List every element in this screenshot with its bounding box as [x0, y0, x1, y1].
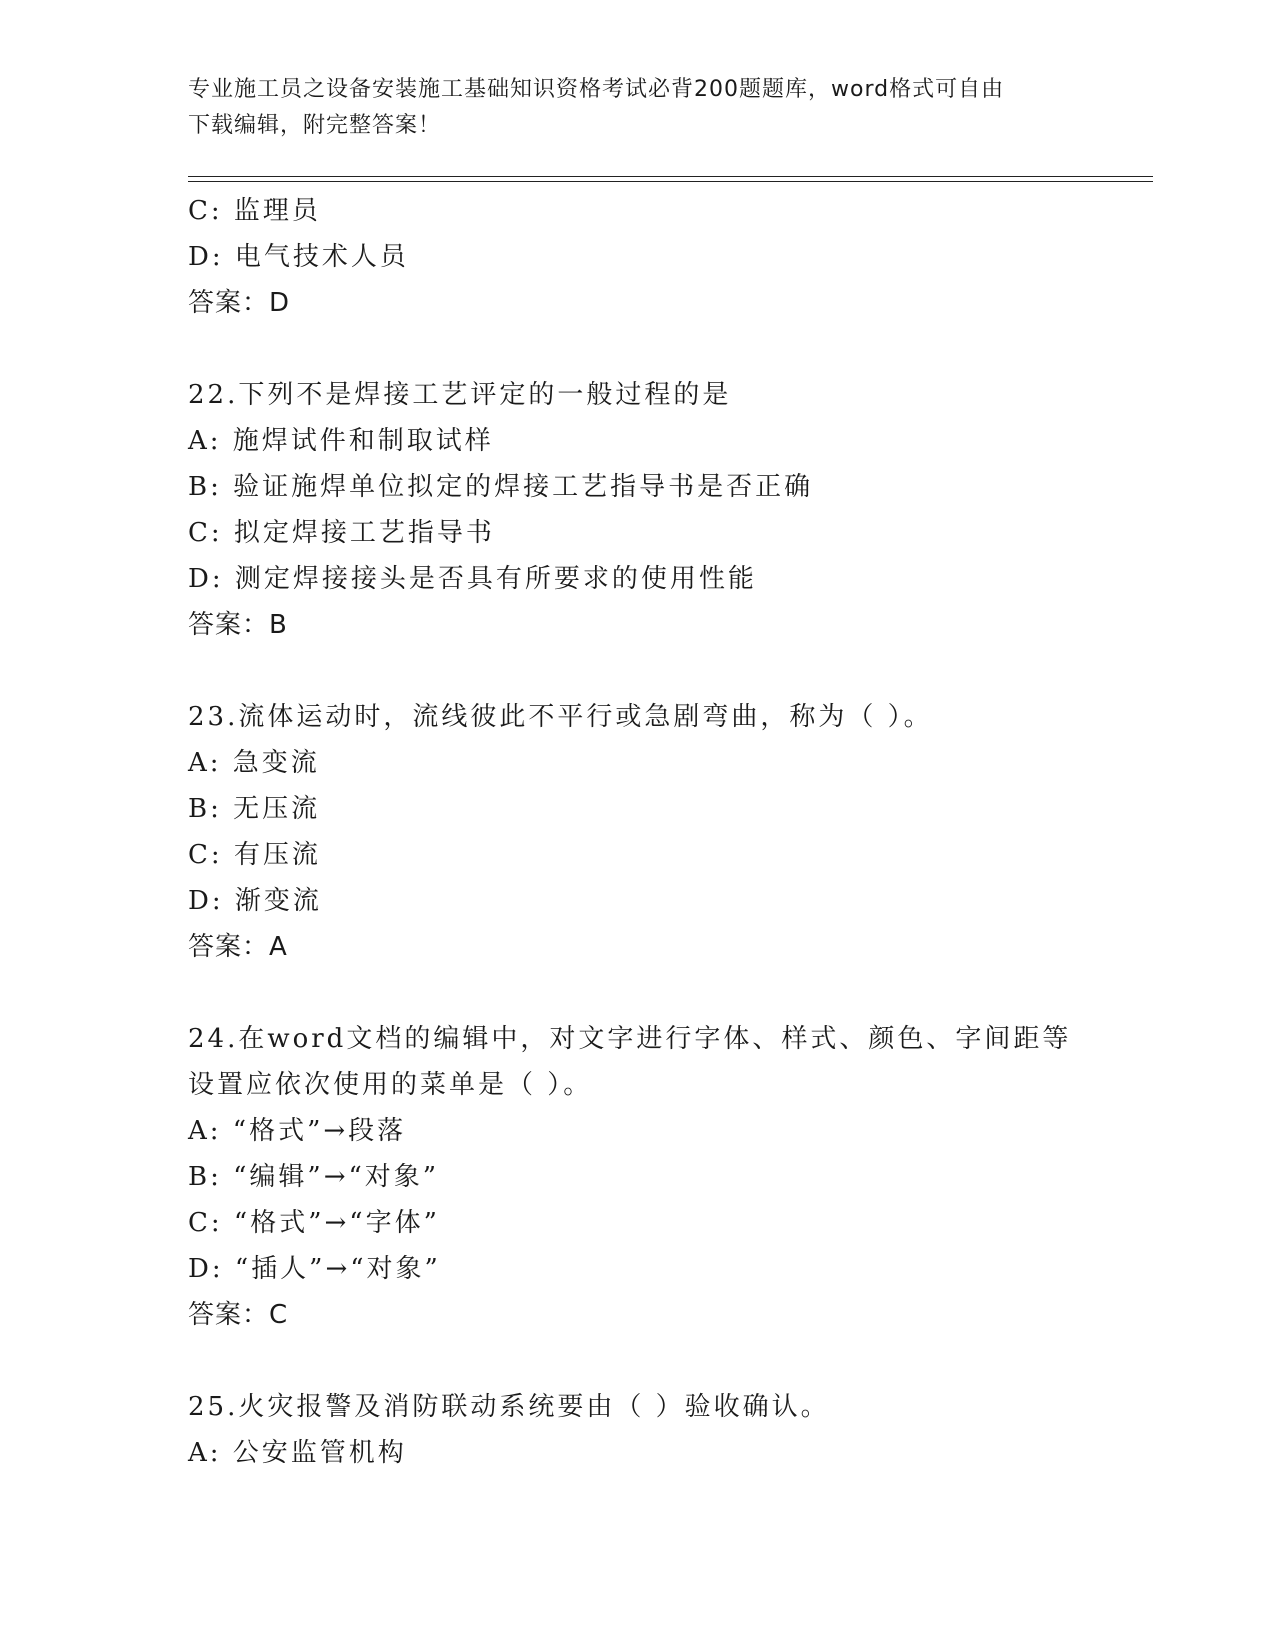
spacer	[188, 326, 1088, 372]
header-line-2: 下载编辑，附完整答案！	[188, 113, 442, 138]
option-b: B: “编辑”→“对象”	[188, 1162, 440, 1192]
question-block-22	[188, 372, 1088, 648]
answer-text: 答案：D	[188, 288, 291, 318]
option-c: C: 有压流	[188, 840, 321, 870]
header-divider-bottom	[188, 181, 1153, 182]
answer-text: 答案：B	[188, 610, 288, 640]
question-block-24	[188, 1016, 1088, 1338]
answer-text: 答案：A	[188, 932, 288, 962]
option-a: A: 急变流	[188, 748, 320, 778]
option-a: A: 施焊试件和制取试样	[188, 426, 494, 456]
header-line-1: 专业施工员之设备安装施工基础知识资格考试必背200题题库，word格式可自由	[188, 77, 1005, 102]
option-d: D: “插人”→“对象”	[188, 1254, 441, 1284]
question-text: 25.火灾报警及消防联动系统要由（ ）验收确认。	[188, 1392, 830, 1422]
option-c: C: 监理员	[188, 196, 321, 226]
question-text-line-1: 24.在word文档的编辑中，对文字进行字体、样式、颜色、字间距等	[188, 1024, 1072, 1054]
option-d: D: 渐变流	[188, 886, 322, 916]
header-divider-top	[188, 176, 1153, 177]
question-text: 23.流体运动时，流线彼此不平行或急剧弯曲，称为（ ）。	[188, 702, 933, 732]
option-c: C: “格式”→“字体”	[188, 1208, 440, 1238]
option-b: B: 无压流	[188, 794, 321, 824]
spacer	[188, 1338, 1088, 1384]
question-text: 22.下列不是焊接工艺评定的一般过程的是	[188, 380, 732, 410]
question-block-21	[188, 188, 1088, 326]
question-text-line-2: 设置应依次使用的菜单是（ ）。	[188, 1070, 593, 1100]
option-d: D: 电气技术人员	[188, 242, 409, 272]
option-a: A: 公安监管机构	[188, 1438, 407, 1468]
option-c: C: 拟定焊接工艺指导书	[188, 518, 495, 548]
option-a: A: “格式”→段落	[188, 1116, 407, 1146]
answer-text: 答案：C	[188, 1300, 289, 1330]
question-list	[188, 188, 1088, 1476]
option-d: D: 测定焊接接头是否具有所要求的使用性能	[188, 564, 757, 594]
question-block-25	[188, 1384, 1088, 1476]
option-b: B: 验证施焊单位拟定的焊接工艺指导书是否正确	[188, 472, 814, 502]
document-header	[188, 72, 1088, 144]
spacer	[188, 970, 1088, 1016]
question-block-23	[188, 694, 1088, 970]
spacer	[188, 648, 1088, 694]
